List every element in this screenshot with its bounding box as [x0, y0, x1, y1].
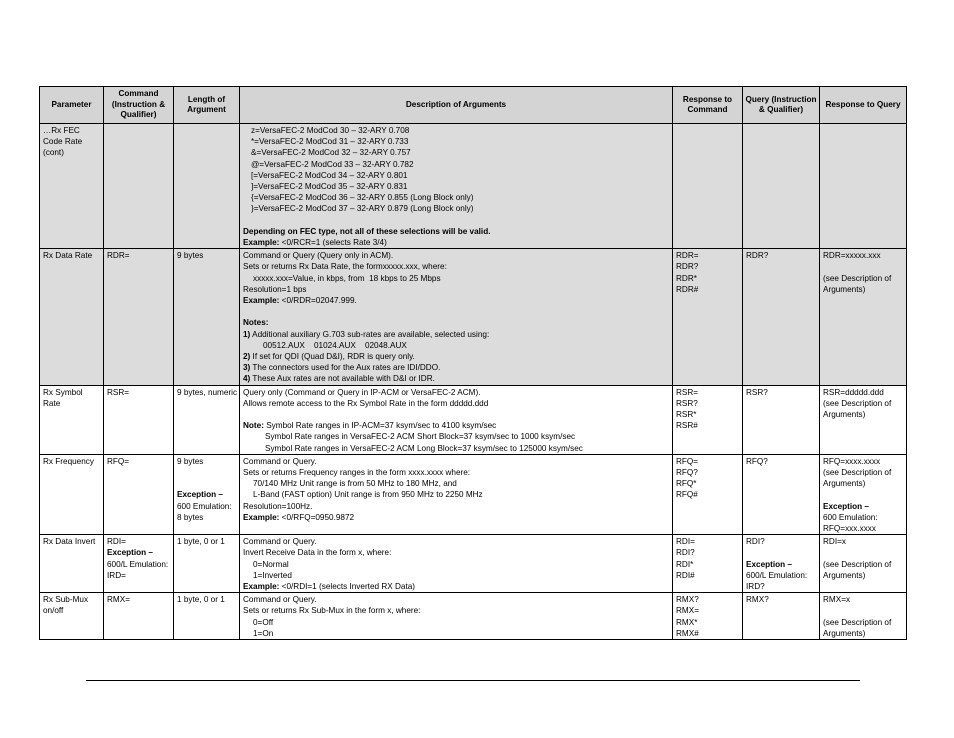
cell-response-to-query: [820, 249, 907, 385]
text-line: Command or Query.: [243, 595, 317, 605]
table-row-rfq: [40, 454, 907, 534]
text-line: &=VersaFEC-2 ModCod 32 – 32-ARY 0.757: [251, 148, 411, 158]
text-line: (see Description of: [823, 468, 892, 478]
text-line: RMX?: [746, 595, 769, 605]
text-line: Rx Symbol: [43, 387, 83, 397]
text-line: RDI#: [676, 570, 695, 580]
text-line: Command or Query.: [243, 537, 317, 547]
spacer: [243, 409, 669, 420]
example-label: Example:: [243, 582, 280, 592]
example-text: <0/RDR=02047.999.: [279, 296, 357, 306]
text-line: RMX=x: [823, 595, 851, 605]
cell-parameter: [40, 249, 104, 385]
text-line: 0=Off: [253, 617, 274, 627]
text-line: }=VersaFEC-2 ModCod 37 – 32-ARY 0.879 (Long Block only): [251, 204, 474, 214]
text-line: RFQ=: [107, 456, 130, 466]
cell-query: [743, 385, 820, 454]
text-line: 600/L Emulation:: [107, 559, 169, 569]
cell-description: [240, 535, 673, 593]
spacer: [746, 547, 816, 558]
text-line: 9 bytes: [177, 251, 204, 261]
example-label: Example:: [243, 512, 280, 522]
cell-parameter: [40, 454, 104, 534]
cell-command: [104, 454, 174, 534]
note-text: These Aux rates are not available with D&I or IDR.: [250, 374, 435, 384]
note-number: 4): [243, 374, 251, 384]
cell-length: [174, 593, 240, 640]
text-line: (cont): [43, 148, 64, 158]
cell-response-to-command: [673, 535, 743, 593]
text-line: Arguments): [823, 479, 866, 489]
command-table: [39, 86, 907, 640]
table-header-row: [40, 87, 907, 124]
cell-response-to-query: [820, 593, 907, 640]
exception-label: Exception –: [177, 490, 223, 500]
cell-length: [174, 454, 240, 534]
note-text: Additional auxiliary G.703 sub-rates are available, selected using:: [250, 329, 490, 339]
text-line: (see Description of: [823, 559, 892, 569]
cell-description: [240, 249, 673, 385]
text-line: RDI?: [676, 548, 695, 558]
note-text: Symbol Rate ranges in IP-ACM=37 ksym/sec to 4100 ksym/sec: [263, 421, 497, 431]
text-line: 600 Emulation:: [823, 512, 878, 522]
text-line: 1=Inverted: [253, 570, 292, 580]
text-line: z=VersaFEC-2 ModCod 30 – 32-ARY 0.708: [251, 126, 410, 135]
text-line: RSR=ddddd.ddd: [823, 387, 884, 397]
note-number: 1): [243, 329, 251, 339]
cell-response-to-command: [673, 385, 743, 454]
text-line: RSR?: [676, 398, 698, 408]
exception-label: Exception –: [746, 559, 792, 569]
header-response-to-query: Response to Query: [820, 87, 907, 124]
cell-parameter: [40, 535, 104, 593]
note-line: [243, 420, 669, 431]
note-line: [243, 329, 669, 340]
text-line: Sets or returns Rx Data Rate, the formxxxxx.xxx, where:: [243, 262, 447, 272]
text-line: *=VersaFEC-2 ModCod 31 – 32-ARY 0.733: [251, 137, 409, 147]
text-line: RMX*: [676, 617, 698, 627]
example-label: Example:: [243, 238, 280, 248]
example-text: <0/RCR=1 (selects Rate 3/4): [279, 238, 387, 248]
text-line: RFQ*: [676, 479, 697, 489]
text-line: [823, 605, 903, 616]
table-row-rsr: [40, 385, 907, 454]
cell-command: [104, 385, 174, 454]
text-line: Rx Data Invert: [43, 537, 96, 547]
spacer: [243, 215, 669, 226]
example-line: [243, 237, 669, 248]
text-line: 1 byte, 0 or 1: [177, 595, 225, 605]
header-command: Command (Instruction & Qualifier): [104, 87, 174, 124]
table-row-rdr: [40, 249, 907, 385]
text-line: Rx Data Rate: [43, 251, 93, 261]
text-line: IRD=: [107, 570, 126, 580]
text-line: 70/140 MHz Unit range is from 50 MHz to 180 MHz, and: [253, 479, 457, 489]
note-line: [243, 351, 669, 362]
text-line: Invert Receive Data in the form x, where:: [243, 548, 392, 558]
example-line: [243, 512, 669, 523]
text-line: Resolution=100Hz.: [243, 501, 313, 511]
note-number: 3): [243, 363, 251, 373]
spacer: [243, 306, 669, 317]
spacer: [823, 489, 903, 500]
text-line: Command or Query.: [243, 456, 317, 466]
cell-description: [240, 454, 673, 534]
text-line: Sets or returns Rx Sub-Mux in the form x, where:: [243, 606, 421, 616]
cell-response-to-command: [673, 593, 743, 640]
cell-parameter: [40, 124, 104, 249]
text-line: Symbol Rate ranges in VersaFEC-2 ACM Short Block=37 ksym/sec to 1000 ksym/sec: [265, 432, 576, 442]
notes-label: Notes:: [243, 318, 269, 328]
cell-response-to-command: [673, 454, 743, 534]
example-label: Example:: [243, 296, 280, 306]
cell-description: [240, 593, 673, 640]
table-row-fec: [40, 124, 907, 249]
text-line: (see Description of: [823, 617, 892, 627]
cell-query: [743, 593, 820, 640]
text-line: …Rx FEC: [43, 126, 80, 135]
text-line: Allows remote access to the Rx Symbol Rate in the form ddddd.ddd: [243, 398, 489, 408]
example-text: <0/RDI=1 (selects Inverted RX Data): [279, 582, 416, 592]
text-line: L-Band (FAST option) Unit range is from 950 MHz to 2250 MHz: [253, 490, 483, 500]
text-line: Sets or returns Frequency ranges in the form xxxx.xxxx where:: [243, 468, 471, 478]
exception-label: Exception –: [107, 548, 153, 558]
text-line: RDI=: [107, 537, 126, 547]
example-text: <0/RFQ=0950.9872: [279, 512, 355, 522]
text-line: IRD?: [746, 582, 765, 592]
text-line: RFQ=xxx.xxxx: [823, 524, 876, 534]
text-line: RDR#: [676, 284, 699, 294]
text-line: RSR*: [676, 410, 697, 420]
text-line: RMX#: [676, 628, 699, 638]
cell-response-to-query: [820, 535, 907, 593]
text-line: on/off: [43, 606, 64, 616]
cell-length: [174, 535, 240, 593]
note-text: The connectors used for the Aux rates are IDI/DDO.: [250, 363, 441, 373]
cell-length: [174, 385, 240, 454]
table-row-rmx: [40, 593, 907, 640]
text-line: xxxxx.xxx=Value, in kbps, from 18 kbps to 25 Mbps: [253, 273, 441, 283]
example-line: [243, 295, 669, 306]
text-line: RDR?: [746, 251, 769, 261]
cell-response-to-command: [673, 249, 743, 385]
spacer: [177, 478, 236, 489]
note-label: Note:: [243, 421, 264, 431]
text-line: 600 Emulation:: [177, 501, 232, 511]
text-line: RDR?: [676, 262, 699, 272]
cell-response-to-command: [673, 124, 743, 249]
header-parameter: Parameter: [40, 87, 104, 124]
cell-command: [104, 124, 174, 249]
text-line: {=VersaFEC-2 ModCod 36 – 32-ARY 0.855 (Long Block only): [251, 193, 474, 203]
cell-response-to-query: [820, 454, 907, 534]
text-line: RMX?: [676, 595, 699, 605]
cell-query: [743, 124, 820, 249]
text-line: RDR=: [676, 251, 699, 261]
text-line: 600/L Emulation:: [746, 570, 808, 580]
cell-command: [104, 535, 174, 593]
spacer: [177, 467, 236, 478]
cell-query: [743, 249, 820, 385]
text-line: RFQ=: [676, 456, 699, 466]
text-line: Code Rate: [43, 137, 83, 147]
text-line: RFQ?: [676, 468, 698, 478]
cell-description: [240, 124, 673, 249]
cell-response-to-query: [820, 124, 907, 249]
text-line: RDR=xxxxx.xxx: [823, 251, 881, 261]
cell-length: [174, 249, 240, 385]
note-line: [243, 373, 669, 384]
cell-query: [743, 454, 820, 534]
text-line: RFQ=xxxx.xxxx: [823, 456, 881, 466]
cell-command: [104, 593, 174, 640]
text-line: ]=VersaFEC-2 ModCod 35 – 32-ARY 0.831: [251, 182, 408, 192]
text-line: Rx Sub-Mux: [43, 595, 89, 605]
text-line: 0=Normal: [253, 559, 289, 569]
text-line: RDI?: [746, 537, 765, 547]
text-line: 00512.AUX 01024.AUX 02048.AUX: [263, 340, 407, 350]
text-line: RDR=: [107, 251, 130, 261]
text-line: RSR#: [676, 421, 698, 431]
text-line: Symbol Rate ranges in VersaFEC-2 ACM Long Block=37 ksym/sec to 125000 ksym/sec: [265, 443, 583, 453]
text-line: [823, 547, 903, 558]
header-description: Description of Arguments: [240, 87, 673, 124]
table-row-rdi: [40, 535, 907, 593]
text-line: RFQ?: [746, 456, 768, 466]
cell-query: [743, 535, 820, 593]
text-line: [823, 261, 903, 272]
fec-note: Depending on FEC type, not all of these selections will be valid.: [243, 226, 491, 236]
text-line: RFQ#: [676, 490, 698, 500]
cell-response-to-query: [820, 385, 907, 454]
text-line: RSR=: [107, 387, 130, 397]
example-line: [243, 581, 669, 592]
cell-description: [240, 385, 673, 454]
cell-parameter: [40, 385, 104, 454]
cell-length: [174, 124, 240, 249]
text-line: RMX=: [107, 595, 130, 605]
text-line: Rx Frequency: [43, 456, 94, 466]
note-text: If set for QDI (Quad D&I), RDR is query only.: [250, 352, 415, 362]
note-line: [243, 362, 669, 373]
text-line: 1 byte, 0 or 1: [177, 537, 225, 547]
text-line: RDI=: [676, 537, 695, 547]
text-line: 9 bytes: [177, 456, 204, 466]
text-line: 8 bytes: [177, 512, 204, 522]
text-line: Arguments): [823, 628, 866, 638]
text-line: 9 bytes, numeric: [177, 387, 238, 397]
text-line: RDI=x: [823, 537, 846, 547]
text-line: RSR=: [676, 387, 699, 397]
text-line: @=VersaFEC-2 ModCod 33 – 32-ARY 0.782: [251, 159, 414, 169]
text-line: (see Description of: [823, 398, 892, 408]
exception-label: Exception –: [823, 501, 869, 511]
text-line: [=VersaFEC-2 ModCod 34 – 32-ARY 0.801: [251, 170, 408, 180]
header-response-to-command: Response to Command: [673, 87, 743, 124]
text-line: RSR?: [746, 387, 768, 397]
text-line: (see Description of: [823, 273, 892, 283]
note-number: 2): [243, 352, 251, 362]
text-line: Arguments): [823, 410, 866, 420]
header-length: Length of Argument: [174, 87, 240, 124]
text-line: RDR*: [676, 273, 697, 283]
text-line: RDI*: [676, 559, 694, 569]
text-line: 1=On: [253, 628, 274, 638]
text-line: Command or Query (Query only in ACM).: [243, 251, 394, 261]
text-line: Arguments): [823, 284, 866, 294]
footer-rule: [86, 680, 860, 681]
cell-command: [104, 249, 174, 385]
header-query: Query (Instruction & Qualifier): [743, 87, 820, 124]
text-line: RMX=: [676, 606, 699, 616]
text-line: Query only (Command or Query in IP-ACM or VersaFEC-2 ACM).: [243, 387, 481, 397]
text-line: Rate: [43, 398, 61, 408]
text-line: Arguments): [823, 570, 866, 580]
cell-parameter: [40, 593, 104, 640]
text-line: Resolution=1 bps: [243, 284, 307, 294]
